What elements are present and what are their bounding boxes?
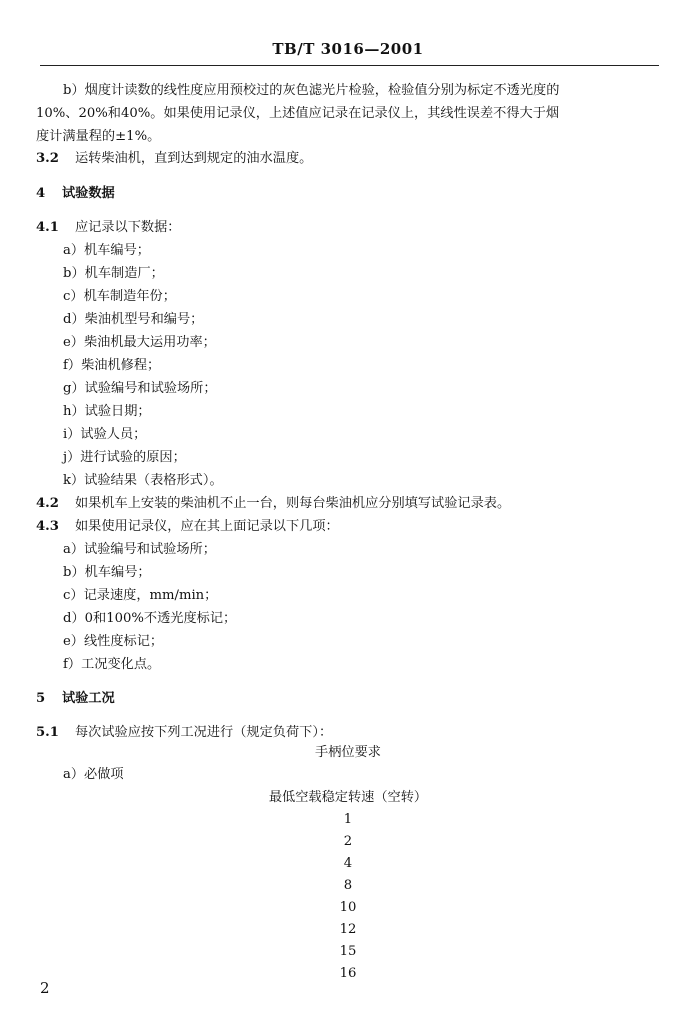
list-item: b）机车制造厂； [63, 266, 164, 281]
idle-speed-label: 最低空载稳定转速（空转） [268, 790, 428, 805]
list-item: c）机车制造年份； [63, 289, 176, 304]
handle-position: 2 [343, 834, 353, 849]
clause-text: 如果使用记录仪，应在其上面记录以下几项： [75, 519, 339, 534]
handle-position: 1 [343, 812, 353, 827]
section-number: 5 [36, 691, 46, 706]
clause-number: 4.3 [36, 519, 59, 534]
clause-5-1 [36, 724, 332, 742]
clause-4-1 [36, 219, 181, 237]
list-item: f）工况变化点。 [63, 657, 161, 672]
section-number: 4 [36, 186, 46, 201]
paragraph-b-line-3: 度计满量程的±1%。 [36, 129, 161, 144]
section-5-heading [36, 690, 115, 708]
page-number: 2 [40, 979, 50, 997]
list-item: k）试验结果（表格形式）。 [63, 473, 223, 488]
clause-number: 4.1 [36, 220, 59, 235]
clause-3-2 [36, 150, 312, 168]
list-item: j）进行试验的原因； [63, 450, 186, 465]
list-item: a）试验编号和试验场所； [63, 542, 216, 557]
list-item: h）试验日期； [63, 404, 151, 419]
list-item: g）试验编号和试验场所； [63, 381, 217, 396]
paragraph-b-line-1: b）烟度计读数的线性度应用预校过的灰色滤光片检验，检验值分别为标定不透光度的 [63, 83, 560, 98]
clause-text: 每次试验应按下列工况进行（规定负荷下）： [75, 725, 333, 740]
list-item: d）柴油机型号和编号； [63, 312, 204, 327]
list-item: b）机车编号； [63, 565, 151, 580]
list-item: i）试验人员； [63, 427, 147, 442]
clause-number: 3.2 [36, 151, 59, 166]
list-item: f）柴油机修程； [63, 358, 161, 373]
handle-position: 12 [339, 922, 357, 937]
handle-position: 15 [339, 944, 357, 959]
handle-position: 4 [343, 856, 353, 871]
clause-number: 5.1 [36, 725, 59, 740]
list-item: d）0和100%不透光度标记； [63, 611, 237, 626]
section-title: 试验工况 [62, 691, 115, 706]
required-items-label: a）必做项 [63, 767, 124, 782]
clause-text: 运转柴油机，直到达到规定的油水温度。 [75, 151, 313, 166]
handle-position-title: 手柄位要求 [315, 745, 381, 760]
handle-position: 16 [339, 966, 357, 981]
clause-4-2 [36, 495, 510, 513]
list-item: c）记录速度，mm/min； [63, 588, 218, 603]
clause-4-3 [36, 518, 339, 536]
clause-number: 4.2 [36, 496, 59, 511]
section-title: 试验数据 [62, 186, 115, 201]
list-item: e）柴油机最大运用功率； [63, 335, 216, 350]
paragraph-b-line-2: 10%、20%和40%。如果使用记录仪，上述值应记录在记录仪上，其线性误差不得大于烟 [36, 106, 560, 121]
handle-position: 10 [339, 900, 357, 915]
clause-text: 应记录以下数据： [75, 220, 181, 235]
list-item: e）线性度标记； [63, 634, 164, 649]
clause-text: 如果机车上安装的柴油机不止一台，则每台柴油机应分别填写试验记录表。 [75, 496, 511, 511]
header-rule [40, 65, 659, 66]
page-header: TB/T 3016—2001 [272, 40, 424, 58]
section-4-heading [36, 185, 115, 203]
handle-position: 8 [343, 878, 353, 893]
list-item: a）机车编号； [63, 243, 150, 258]
